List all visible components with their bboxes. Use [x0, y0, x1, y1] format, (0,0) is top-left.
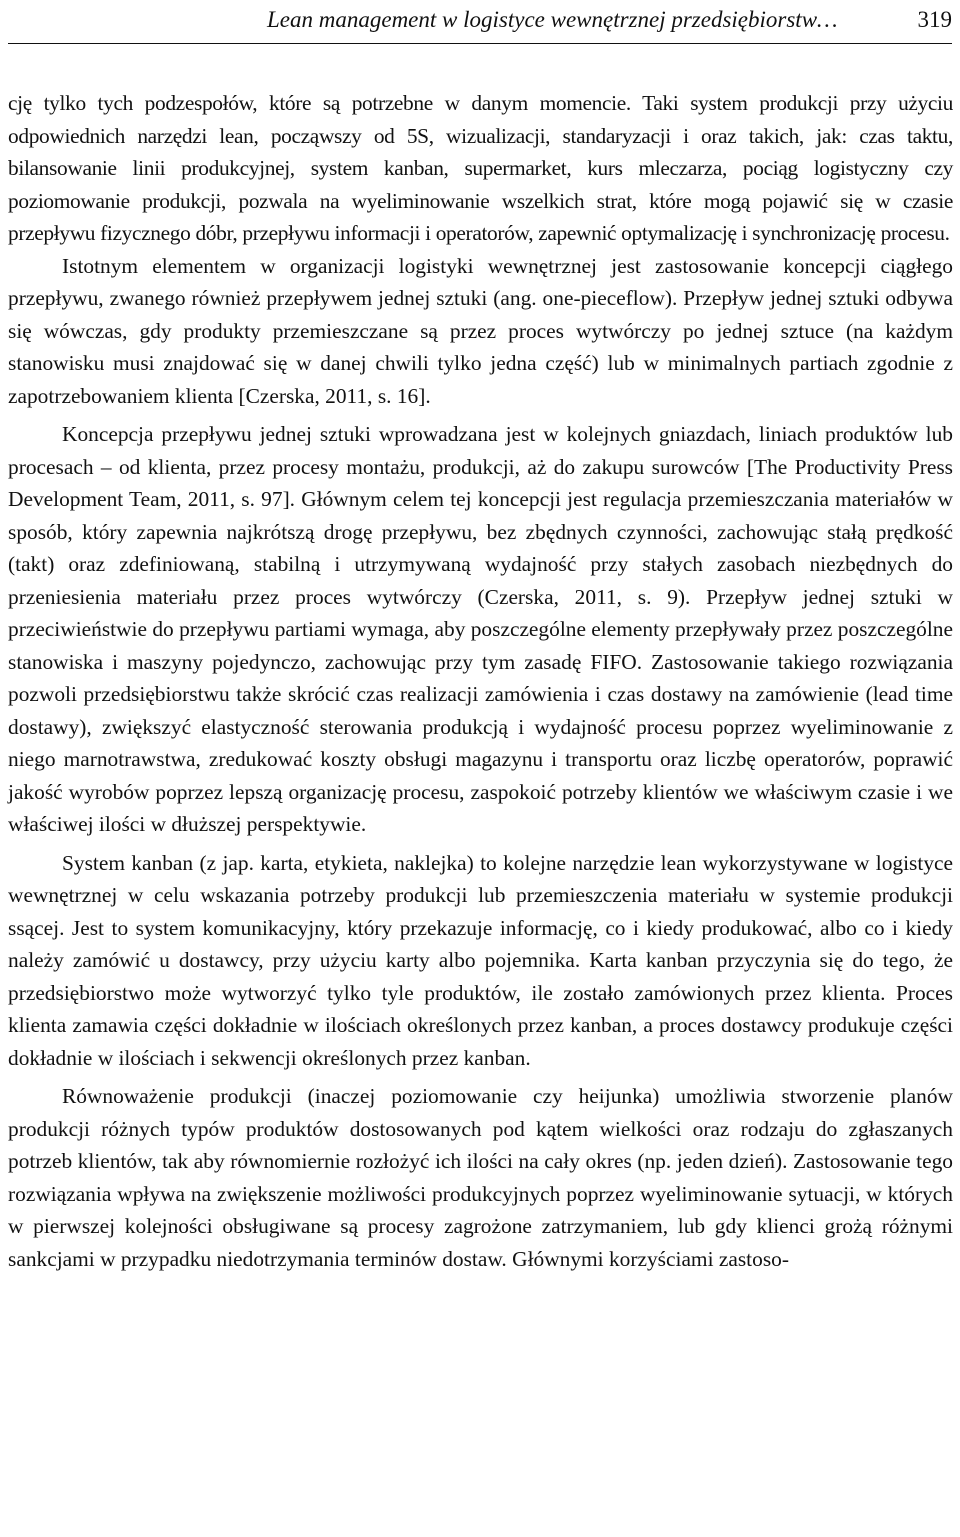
paragraph-kanban: System kanban (z jap. karta, etykieta, naklejka) to kolejne narzędzie lean wykorzystywane w logistyce wewnętrznej w celu wskazania potrzeby produkcji lub przemieszczenia materiału w systemie produkcji ssącej. Jest to system komunikacyjny, który przekazuje informację, co i kiedy produkować, albo co i kiedy należy zamówić u dostawcy, przy użyciu karty albo pojemnika. Karta kanban przyczynia się do tego, że przedsiębiorstwo może wytworzyć tylko tyle produktów, ile zostało zamówionych przez klienta. Proces klienta zamawia części dokładnie w ilościach określonych przez kanban, a proces dostawcy produkuje części dokładnie w ilościach i sekwencji określonych przez kanban. — [8, 850, 953, 1070]
page-number: 319 — [917, 7, 952, 32]
header-rule — [8, 43, 952, 44]
running-header — [8, 0, 952, 40]
header-title: Lean management w logistyce wewnętrznej przedsiębiorstw… — [267, 7, 838, 32]
paragraph-heijunka: Równoważenie produkcji (inaczej poziomowanie czy heijunka) umożliwia stworzenie planów produkcji różnych typów produktów dostosowanych pod kątem wielkości oraz rodzaju do zgłaszanych potrzeb klientów, tak aby równomiernie rozłożyć ich ilości na cały okres (np. jeden dzień). Zastosowanie tego rozwiązania wpływa na zwiększenie możliwości produkcyjnych poprzez wyeliminowanie sytuacji, w których w pierwszej kolejności obsługiwane są procesy zagrożone zatrzymaniem, lub gdy klienci grożą różnymi sankcjami w przypadku niedotrzymania terminów dostaw. Głównymi korzyściami zastoso- — [8, 1084, 953, 1271]
paragraph-flow-concept: Koncepcja przepływu jednej sztuki wprowadzana jest w kolejnych gniazdach, liniach produktów lub procesach – od klienta, przez procesy montażu, produkcji, aż do zakupu surowców [The Productivity Press Development Team, 2011, s. 97]. Głównym celem tej koncepcji jest regulacja przemieszczania materiałów w sposób, który zapewnia najkrótszą drogę przepływu, bez zbędnych czynności, zachowując stałą prędkość (takt) oraz zdefiniowaną, stabilną i utrzymywaną wydajność przy stałych zasobach niezbędnych do przeniesienia materiału przez proces wytwórczy (Czerska, 2011, s. 9). Przepływ jednej sztuki w przeciwieństwie do przepływu partiami wymaga, aby poszczególne elementy przepływały przez poszczególne stanowiska i maszyny pojedynczo, zachowując przy tym zasadę FIFO. Zastosowanie takiego rozwiązania pozwoli przedsiębiorstwu także skrócić czas realizacji zamówienia i czas dostawy na zamówienie (lead time dostawy), zwiększyć elastyczność sterowania produkcją i wydajność procesu poprzez wyeliminowanie z niego marnotrawstwa, zredukować koszty obsługi magazynu i transportu oraz liczbę operatorów, poprawić jakość wyrobów poprzez lepszą organizację procesu, zaspokoić potrzeby klientów we właściwym czasie i we właściwej ilości w dłuższej perspektywie. — [8, 422, 953, 836]
paragraph-continuation: cję tylko tych podzespołów, które są potrzebne w danym momencie. Taki system produkcji przy użyciu odpowiednich narzędzi lean, począwszy od 5S, wizualizacji, standaryzacji i oraz takich, jak: czas taktu, bilansowanie linii produkcyjnej, system kanban, supermarket, kurs mleczarza, pociąg logistyczny czy poziomowanie produkcji, pozwala na wyeliminowanie wszelkich strat, które mogą pojawić się w czasie przepływu fizycznego dóbr, przepływu informacji i operatorów, zapewnić optymalizację i synchronizację procesu. — [8, 91, 953, 245]
paragraph-one-piece-flow: Istotnym elementem w organizacji logistyki wewnętrznej jest zastosowanie koncepcji ciągłego przepływu, zwanego również przepływem jednej sztuki (ang. one-pieceflow). Przepływ jednej sztuki odbywa się wówczas, gdy produkty przemieszczane są przez proces wytwórczy po jednej sztuce (na każdym stanowisku musi znajdować się w danej chwili tylko jedna część) lub w minimalnych partiach zgodnie z zapotrzebowaniem klienta [Czerska, 2011, s. 16]. — [8, 253, 953, 408]
body-text — [8, 87, 953, 1275]
